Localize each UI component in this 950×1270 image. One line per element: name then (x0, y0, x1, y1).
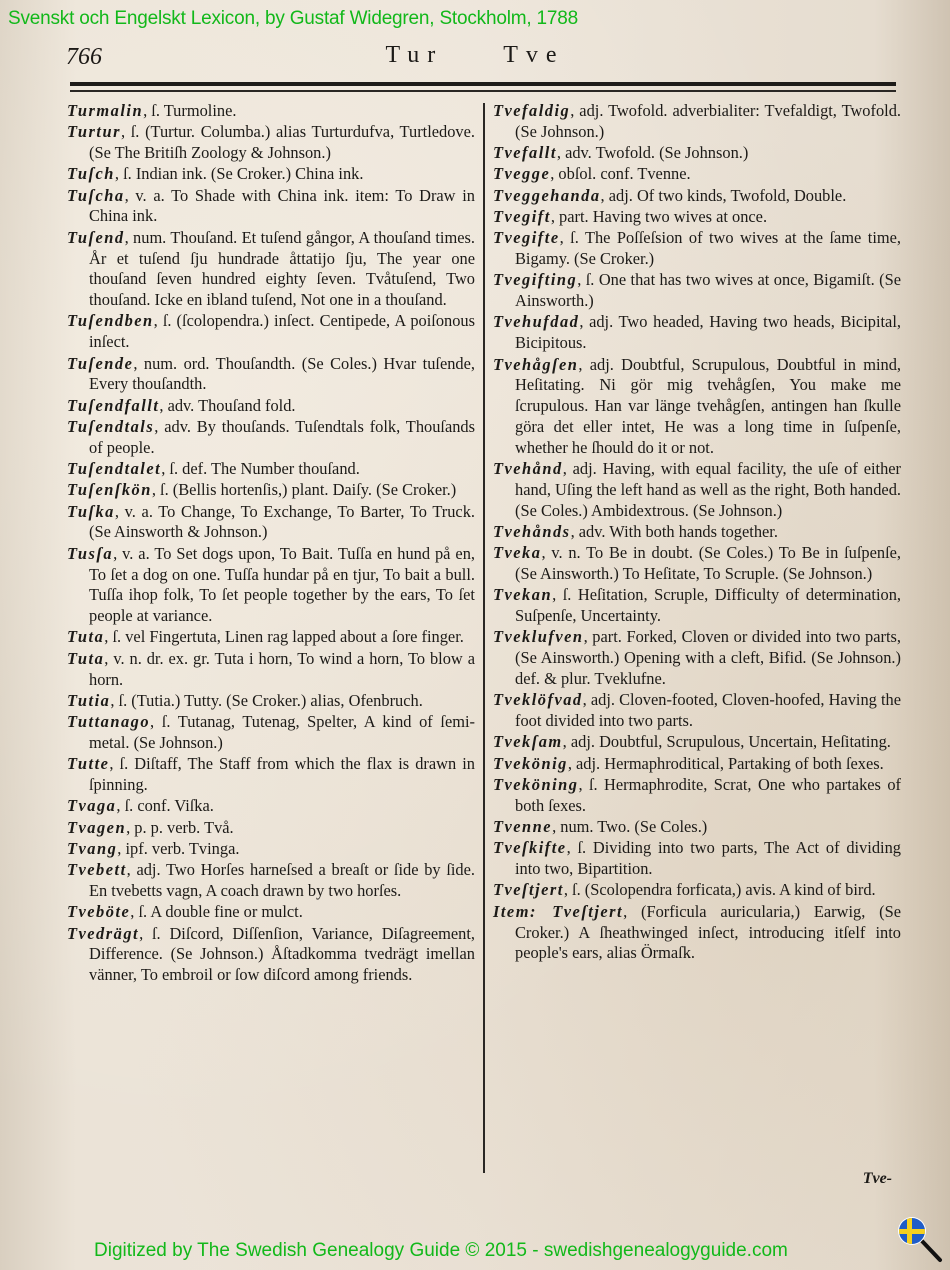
entry-definition: , ſ. Diſtaff, The Staff from which the flax is drawn in ſpinning. (89, 754, 475, 794)
entry-definition: , ſ. The Poſſeſsion of two wives at the ſame time, Bigamy. (Se Croker.) (515, 228, 901, 269)
dictionary-entry (493, 817, 901, 838)
entry-definition: , adj. Two Horſes harneſsed a breaſt or ſide by ſide. En tvebetts vagn, A coach drawn by two horſes. (89, 860, 475, 900)
entry-headword: Tuſendfallt (67, 395, 160, 415)
entry-headword: Tvehågſen (493, 354, 579, 374)
entry-headword: Turmalin (67, 101, 144, 120)
page-number: 766 (66, 44, 102, 70)
entry-definition: , num. Thouſand. Et tuſend gångor, A thouſand times. År et tuſend ſju hundrade åttatijo ſju, The year one thouſand ſeven hundred eighty ſeven. Tvåtuſend, Two thouſand. Icke en ibland tuſend, Not one in a thouſand. (89, 227, 475, 310)
entry-definition: , ſ. A double fine or mulct. (130, 902, 303, 922)
entry-headword: Tvekan (493, 585, 553, 605)
dictionary-entry (67, 544, 475, 627)
entry-definition: , adj. Of two kinds, Twofold, Double. (600, 185, 847, 205)
entry-headword: Tutia (67, 690, 111, 710)
entry-definition: , adv. With both hands together. (570, 521, 778, 541)
dictionary-entry (67, 311, 475, 353)
dictionary-entry (493, 459, 901, 521)
entry-headword: Item: Tveſtjert (493, 901, 624, 921)
entry-definition: , ſ. conf. Viſka. (116, 796, 214, 816)
column-divider (483, 103, 485, 1173)
dictionary-entry (67, 860, 475, 902)
entry-headword: Tvekönig (493, 753, 568, 773)
entry-headword: Tveköning (493, 775, 579, 794)
entry-headword: Tvehånd (493, 459, 563, 479)
entry-definition: , v. a. To Set dogs upon, To Bait. Tuſſa en hund på en, To ſet a dog on one. Tuſſa hundar på en tjur, To bait a bull. Tuſſa ihop folk, To ſet people together by the ears, To ſet people at variance. (89, 543, 475, 626)
entry-headword: Tuſka (67, 501, 115, 521)
entry-headword: Tuſenſkön (67, 480, 152, 500)
header-rule-thin (70, 90, 896, 92)
dictionary-entry (67, 754, 475, 796)
dictionary-entry (493, 228, 901, 270)
entry-headword: Tuſch (67, 164, 115, 184)
entry-definition: , adj. Doubtful, Scrupulous, Doubtful in mind, Heſitating. Ni gör mig tvehågſen, You make me ſcrupulous. Han var länge tvehågſen, antingen han ſkulle göra det eller intet, He was a long time in ſuſpenſe, whether he ſhould do it or not. (515, 354, 901, 457)
entry-headword: Tvegifting (493, 270, 578, 290)
entry-headword: Turtur (67, 122, 121, 142)
entry-definition: , part. Forked, Cloven or divided into two parts, (Se Ainsworth.) Opening with a cleft, Bifid. (Se Johnson.) def. & plur. Tveklufne. (515, 627, 901, 689)
dictionary-entry (67, 502, 475, 544)
dictionary-entry (67, 228, 475, 311)
dictionary-entry (493, 207, 901, 228)
entry-headword: Tuſend (67, 227, 125, 247)
entry-headword: Tveſkifte (493, 838, 567, 858)
entry-definition: , v. n. To Be in doubt. (Se Coles.) To Be in ſuſpenſe, (Se Ainsworth.) To Heſitate, To Scruple. (Se Johnson.) (515, 543, 901, 584)
entry-definition: , adj. Twofold. adverbialiter: Tvefaldigt, Twofold. (Se Johnson.) (515, 101, 901, 141)
entry-definition: , adj. Having, with equal facility, the uſe of either hand, Uſing the left hand as well as the right, Both handed. (Se Coles.) Ambidextrous. (Se Johnson.) (515, 459, 902, 520)
dictionary-entry (493, 164, 901, 185)
entry-definition: , v. a. To Change, To Exchange, To Barter, To Truck. (Se Ainsworth & Johnson.) (89, 501, 475, 542)
entry-definition: , ſ. Diſcord, Diſſenſion, Variance, Diſagreement, Difference. (Se Johnson.) Åſtadkomma tvedrägt imellan vänner, To embroil or ſow diſcord among friends. (89, 923, 475, 985)
entry-headword: Tveklöfvad (493, 690, 583, 710)
entry-definition: , ſ. Dividing into two parts, The Act of dividing into two, Bipartition. (515, 838, 901, 879)
dictionary-entry (67, 649, 475, 691)
entry-definition: , v. n. dr. ex. gr. Tuta i horn, To wind a horn, To blow a horn. (89, 648, 475, 689)
entry-headword: Tveggehanda (493, 185, 601, 205)
dictionary-entry (493, 543, 901, 585)
entry-headword: Tveka (493, 543, 542, 563)
entry-definition: , ſ. vel Fingertuta, Linen rag lapped about a ſore finger. (104, 627, 464, 647)
entry-headword: Tuſende (67, 353, 134, 373)
entry-headword: Tuſendben (67, 311, 154, 331)
dictionary-entry (67, 712, 475, 754)
entry-headword: Tveſtjert (493, 880, 564, 900)
entry-definition: , ipf. verb. Tvinga. (117, 838, 240, 858)
entry-definition: , v. a. To Shade with China ink. item: To Draw in China ink. (89, 185, 475, 226)
dictionary-entry (67, 186, 475, 228)
entry-headword: Tusſa (67, 543, 114, 563)
entry-headword: Tuta (67, 627, 105, 647)
entry-definition: , num. Two. (Se Coles.) (552, 817, 708, 837)
entry-definition: , ſ. (Tutia.) Tutty. (Se Croker.) alias, Ofenbruch. (110, 690, 423, 710)
dictionary-entry (67, 818, 475, 839)
dictionary-entry (67, 480, 475, 501)
dictionary-entry (493, 522, 901, 543)
entry-definition: , adv. By thouſands. Tuſendtals folk, Thouſands of people. (89, 416, 475, 457)
dictionary-entry (67, 417, 475, 459)
dictionary-entry (67, 459, 475, 480)
entry-definition: , (Forficula auricularia,) Earwig, (Se Croker.) A ſheathwinged inſect, introducing itſelf into people's ears, alias Örmaſk. (515, 901, 901, 963)
entry-headword: Tveklufven (493, 627, 584, 647)
entry-headword: Tuta (67, 648, 105, 668)
dictionary-entry (493, 270, 901, 312)
dictionary-entry (67, 122, 475, 164)
dictionary-entry (493, 754, 901, 775)
dictionary-entry (493, 186, 901, 207)
header-rule-thick (70, 82, 896, 86)
magnifier-swedish-flag-icon (895, 1214, 945, 1264)
entry-headword: Tvehånds (493, 521, 571, 541)
entry-definition: , obſol. conf. Tvenne. (550, 164, 691, 184)
dictionary-entry (67, 796, 475, 817)
entry-definition: , p. p. verb. Två. (126, 817, 234, 837)
entry-definition: , ſ. Indian ink. (Se Croker.) China ink. (114, 164, 364, 184)
digitizer-credit-watermark: Digitized by The Swedish Genealogy Guide © 2015 - swedishgenealogyguide.com (94, 1240, 788, 1261)
entry-headword: Tvefaldig (493, 101, 571, 120)
dictionary-entry (493, 627, 901, 689)
dictionary-entry (493, 775, 901, 817)
left-column (67, 101, 475, 986)
entry-definition: , adj. Cloven-footed, Cloven-hoofed, Having the foot divided into two parts. (515, 690, 901, 731)
dictionary-entry (493, 690, 901, 732)
digitizer-title-watermark: Svenskt och Engelskt Lexicon, by Gustaf Widegren, Stockholm, 1788 (8, 8, 578, 29)
entry-definition: , ſ. Heſitation, Scruple, Difficulty of determination, Suſpenſe, Uncertainty. (515, 585, 901, 626)
entry-headword: Tvenne (493, 817, 553, 837)
entry-headword: Tvebett (67, 860, 127, 880)
entry-definition: , ſ. Turmoline. (143, 101, 237, 120)
entry-definition: , adv. Thouſand fold. (159, 395, 296, 415)
entry-definition: , part. Having two wives at once. (550, 206, 768, 226)
entry-definition: , ſ. (Turtur. Columba.) alias Turturdufva, Turtledove. (Se The Britiſh Zoology & Johnson.) (89, 122, 475, 163)
dictionary-entry (493, 838, 901, 880)
entry-headword: Tvekſam (493, 732, 563, 752)
dictionary-entry (493, 732, 901, 753)
running-head-last: Tve (503, 42, 565, 68)
dictionary-entry (67, 627, 475, 648)
entry-definition: , ſ. (ſcolopendra.) inſect. Centipede, A poiſonous inſect. (89, 311, 475, 352)
entry-headword: Tvang (67, 838, 118, 858)
entry-definition: , adv. Twofold. (Se Johnson.) (556, 143, 749, 163)
entry-definition: , ſ. def. The Number thouſand. (161, 459, 360, 479)
entry-definition: , ſ. (Bellis hortenſis,) plant. Daiſy. (Se Croker.) (151, 480, 457, 500)
dictionary-entry (67, 396, 475, 417)
entry-headword: Tvefallt (493, 143, 557, 163)
dictionary-entry (493, 143, 901, 164)
dictionary-entry (493, 312, 901, 354)
entry-headword: Tvegifte (493, 228, 560, 248)
entry-headword: Tvehufdad (493, 312, 580, 332)
entry-definition: , ſ. Tutanag, Tutenag, Spelter, A kind of ſemi-metal. (Se Johnson.) (89, 712, 475, 752)
entry-headword: Tuſendtalet (67, 459, 162, 479)
running-head-first: Tur (385, 42, 444, 68)
entry-headword: Tuſendtals (67, 416, 155, 436)
dictionary-entry (493, 585, 901, 627)
entry-headword: Tveböte (67, 902, 131, 922)
entry-headword: Tvegift (493, 206, 551, 226)
running-head (0, 42, 950, 69)
entry-headword: Tvagen (67, 817, 127, 837)
entry-headword: Tutte (67, 754, 110, 774)
catchword: Tve- (862, 1170, 892, 1187)
entry-headword: Tvedrägt (67, 923, 140, 943)
dictionary-entry (67, 691, 475, 712)
dictionary-entry (67, 924, 475, 986)
dictionary-entry (493, 880, 901, 901)
entry-definition: , ſ. One that has two wives at once, Bigamiſt. (Se Ainsworth.) (515, 270, 901, 311)
entry-headword: Tvegge (493, 164, 551, 184)
entry-definition: , ſ. (Scolopendra forficata,) avis. A kind of bird. (563, 880, 876, 900)
dictionary-entry (67, 101, 475, 122)
entry-definition: , adj. Two headed, Having two heads, Bicipital, Bicipitous. (515, 312, 901, 353)
entry-definition: , num. ord. Thouſandth. (Se Coles.) Hvar tuſende, Every thouſandth. (89, 353, 475, 394)
dictionary-entry (493, 902, 901, 964)
dictionary-entry (493, 355, 901, 459)
dictionary-entry (493, 101, 901, 143)
entry-definition: , adj. Hermaphroditical, Partaking of both ſexes. (567, 753, 884, 773)
entry-headword: Tuſcha (67, 185, 125, 205)
right-column (493, 101, 901, 965)
entry-headword: Tvaga (67, 796, 117, 816)
dictionary-entry (67, 902, 475, 923)
dictionary-entry (67, 354, 475, 396)
dictionary-entry (67, 164, 475, 185)
entry-headword: Tuttanago (67, 712, 151, 732)
entry-definition: , adj. Doubtful, Scrupulous, Uncertain, Heſitating. (562, 732, 891, 752)
dictionary-entry (67, 839, 475, 860)
entry-definition: , ſ. Hermaphrodite, Scrat, One who partakes of both ſexes. (515, 775, 901, 815)
